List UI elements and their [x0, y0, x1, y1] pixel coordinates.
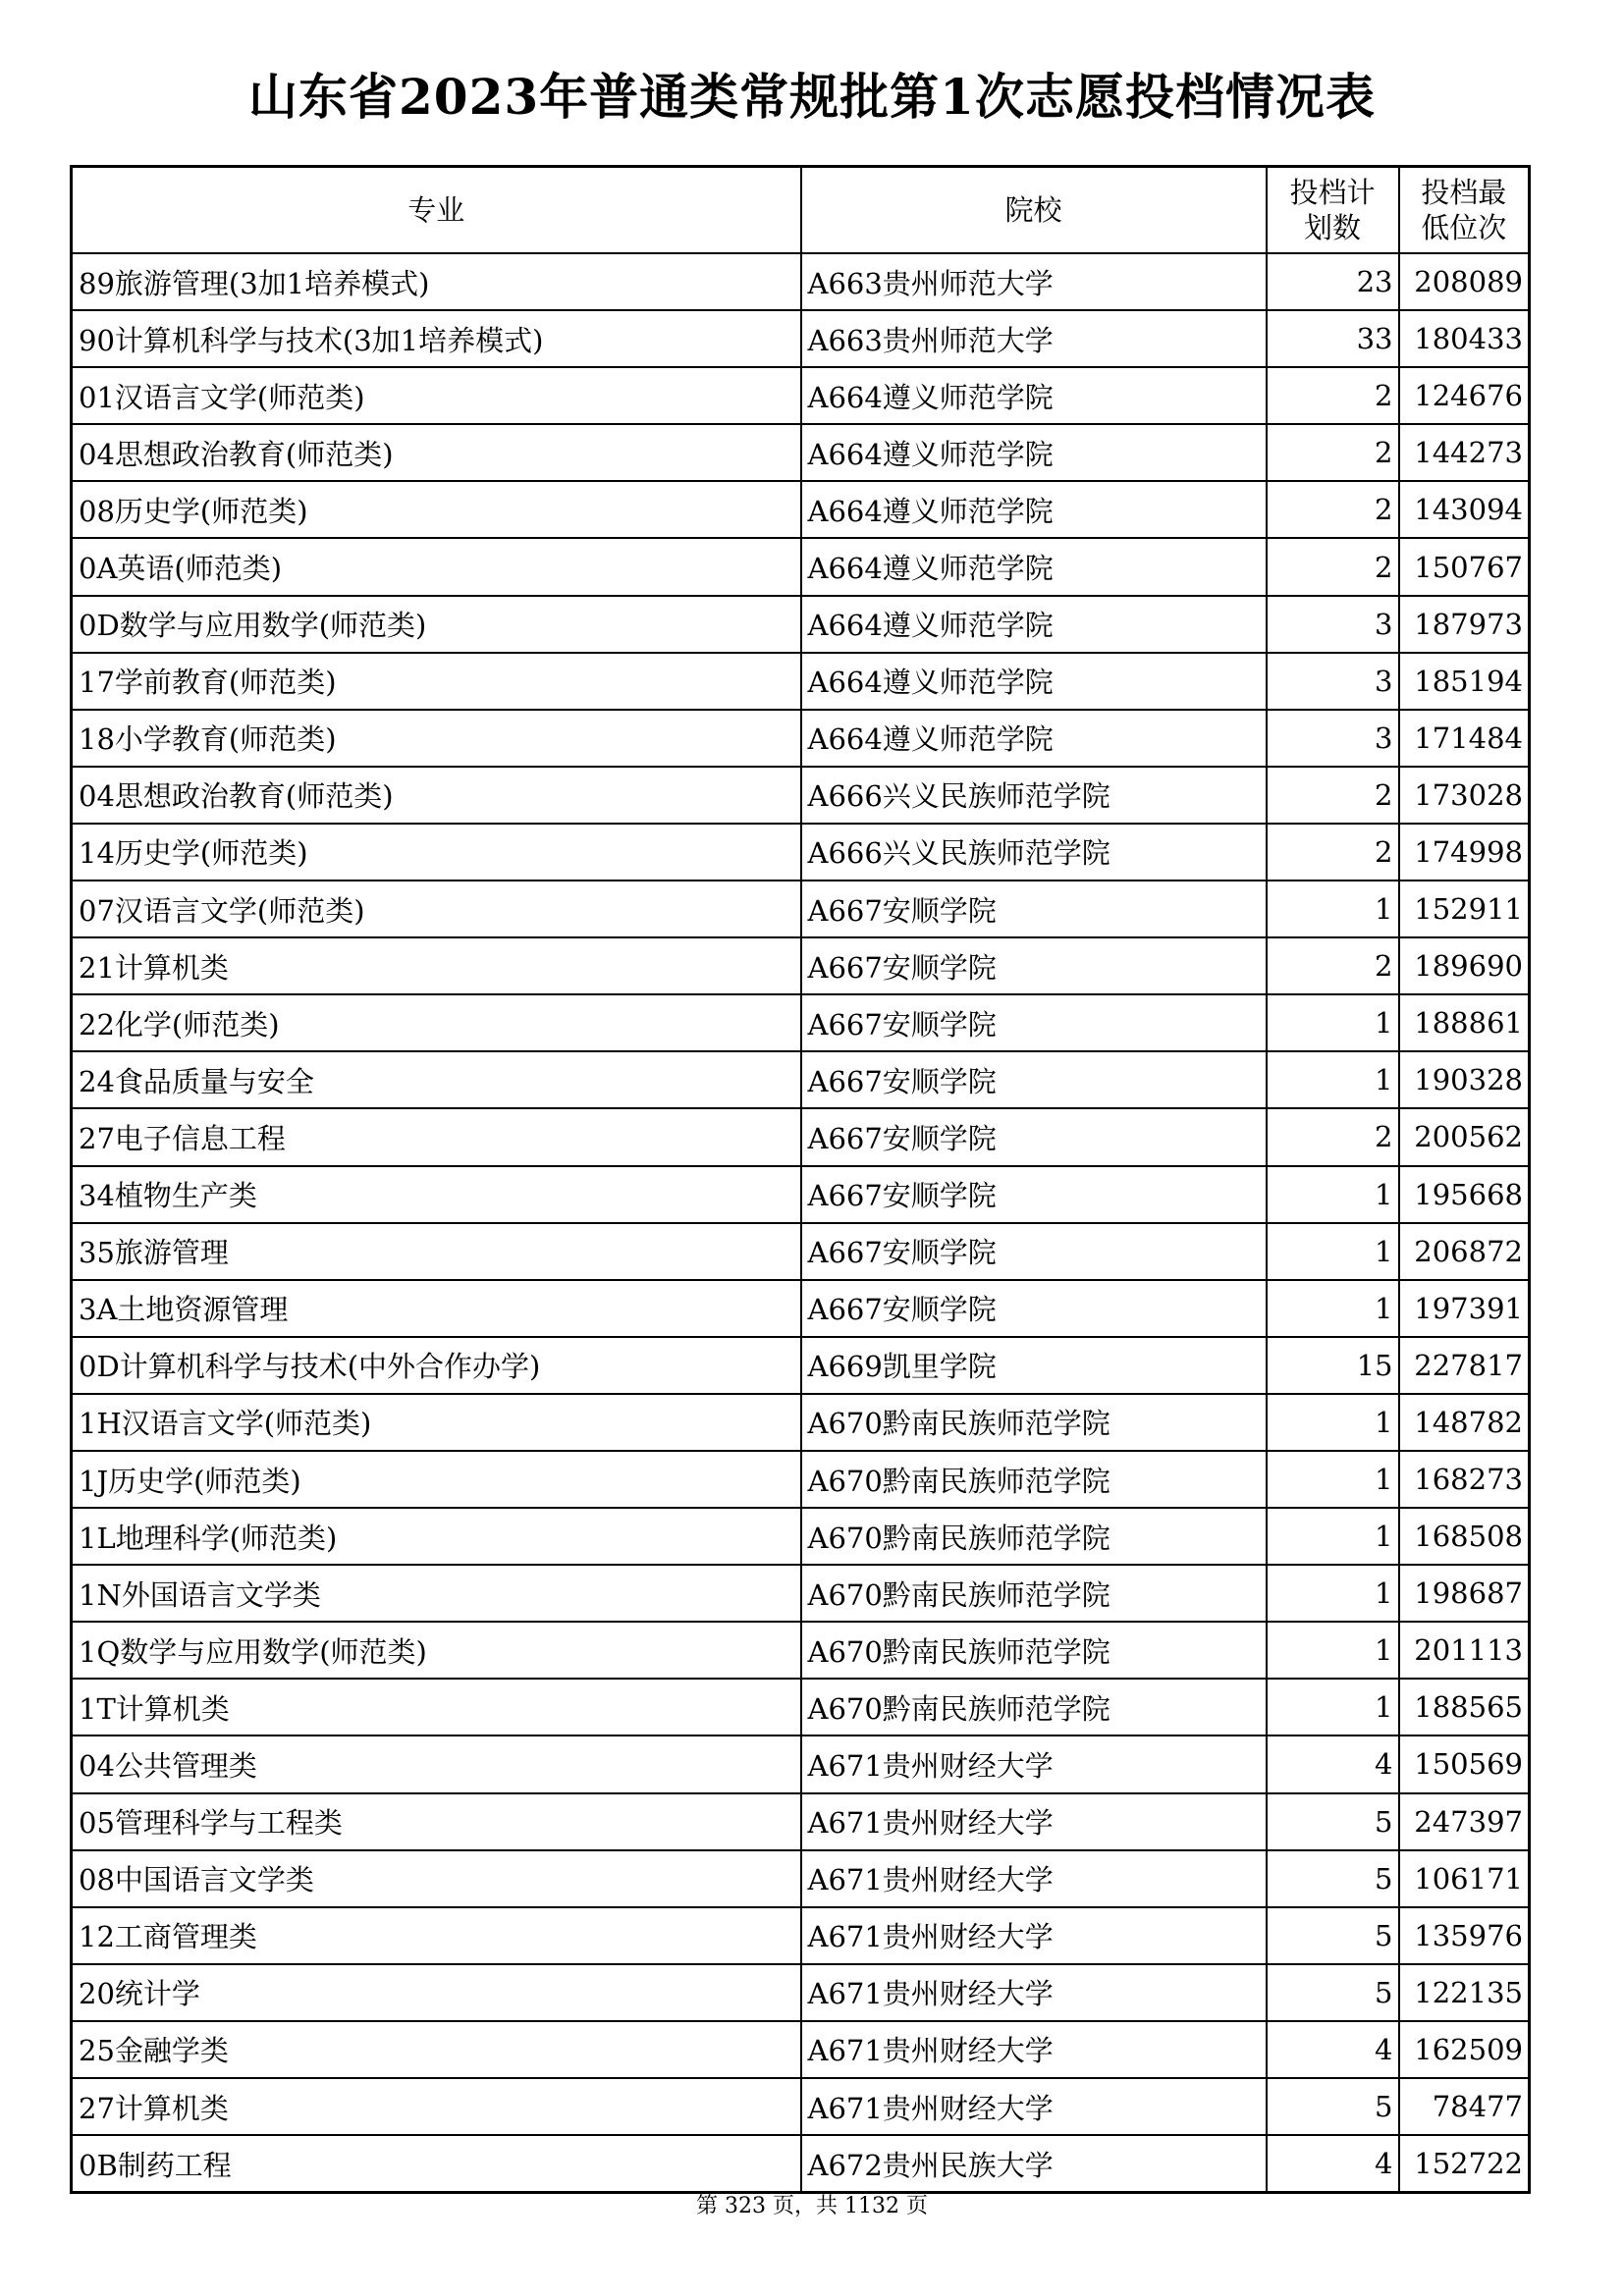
major-cell: 04公共管理类	[72, 1735, 801, 1792]
major-cell: 18小学教育(师范类)	[72, 710, 801, 767]
table-row	[72, 2135, 1530, 2193]
min-rank-cell: 152722	[1399, 2135, 1530, 2193]
min-rank-cell: 173028	[1399, 767, 1530, 824]
admission-table	[70, 165, 1531, 2194]
plan-count-cell: 4	[1267, 2135, 1399, 2193]
plan-count-cell: 15	[1267, 1337, 1399, 1394]
school-cell: A667安顺学院	[801, 881, 1267, 937]
school-cell: A664遵义师范学院	[801, 710, 1267, 767]
major-cell: 0D计算机科学与技术(中外合作办学)	[72, 1337, 801, 1394]
school-cell: A671贵州财经大学	[801, 2078, 1267, 2135]
plan-count-cell: 3	[1267, 710, 1399, 767]
min-rank-cell: 150767	[1399, 538, 1530, 595]
major-cell: 25金融学类	[72, 2021, 801, 2078]
school-cell: A664遵义师范学院	[801, 596, 1267, 653]
plan-count-cell: 23	[1267, 253, 1399, 310]
major-cell: 04思想政治教育(师范类)	[72, 767, 801, 824]
major-cell: 08中国语言文学类	[72, 1850, 801, 1907]
table-row	[72, 253, 1530, 310]
major-cell: 0A英语(师范类)	[72, 538, 801, 595]
school-cell: A664遵义师范学院	[801, 481, 1267, 538]
school-cell: A670黔南民族师范学院	[801, 1565, 1267, 1622]
plan-count-cell: 2	[1267, 767, 1399, 824]
school-cell: A667安顺学院	[801, 1223, 1267, 1280]
plan-count-cell: 1	[1267, 994, 1399, 1051]
min-rank-cell: 197391	[1399, 1280, 1530, 1337]
table-row	[72, 1166, 1530, 1223]
page-title: 山东省2023年普通类常规批第1次志愿投档情况表	[248, 68, 1376, 126]
plan-count-cell: 5	[1267, 1907, 1399, 1964]
header-min-rank: 投档最 低位次	[1399, 167, 1530, 254]
min-rank-cell: 188861	[1399, 994, 1530, 1051]
major-cell: 07汉语言文学(师范类)	[72, 881, 801, 937]
plan-count-cell: 1	[1267, 1508, 1399, 1565]
min-rank-cell: 78477	[1399, 2078, 1530, 2135]
plan-count-cell: 2	[1267, 824, 1399, 881]
school-cell: A664遵义师范学院	[801, 653, 1267, 710]
min-rank-cell: 190328	[1399, 1051, 1530, 1108]
table-row	[72, 937, 1530, 994]
table-row	[72, 881, 1530, 937]
plan-count-cell: 1	[1267, 1280, 1399, 1337]
major-cell: 21计算机类	[72, 937, 801, 994]
school-cell: A670黔南民族师范学院	[801, 1508, 1267, 1565]
school-cell: A671贵州财经大学	[801, 1735, 1267, 1792]
plan-count-cell: 3	[1267, 596, 1399, 653]
min-rank-cell: 162509	[1399, 2021, 1530, 2078]
min-rank-cell: 206872	[1399, 1223, 1530, 1280]
major-cell: 1L地理科学(师范类)	[72, 1508, 801, 1565]
table-row	[72, 481, 1530, 538]
min-rank-cell: 122135	[1399, 1964, 1530, 2021]
major-cell: 3A土地资源管理	[72, 1280, 801, 1337]
table-row	[72, 1565, 1530, 1622]
school-cell: A671贵州财经大学	[801, 1907, 1267, 1964]
table-row	[72, 596, 1530, 653]
plan-count-cell: 2	[1267, 1108, 1399, 1165]
min-rank-cell: 201113	[1399, 1622, 1530, 1679]
table-row	[72, 1793, 1530, 1850]
table-row	[72, 824, 1530, 881]
major-cell: 1T计算机类	[72, 1679, 801, 1735]
min-rank-cell: 247397	[1399, 1793, 1530, 1850]
table-row	[72, 1622, 1530, 1679]
table-row	[72, 1051, 1530, 1108]
major-cell: 0D数学与应用数学(师范类)	[72, 596, 801, 653]
major-cell: 14历史学(师范类)	[72, 824, 801, 881]
table-header-row	[72, 167, 1530, 254]
school-cell: A664遵义师范学院	[801, 538, 1267, 595]
plan-count-cell: 5	[1267, 2078, 1399, 2135]
school-cell: A669凯里学院	[801, 1337, 1267, 1394]
table-row	[72, 1679, 1530, 1735]
school-cell: A671贵州财经大学	[801, 1850, 1267, 1907]
major-cell: 1Q数学与应用数学(师范类)	[72, 1622, 801, 1679]
plan-count-cell: 2	[1267, 937, 1399, 994]
table-row	[72, 653, 1530, 710]
page-footer: 第 323 页，共 1132 页	[696, 2194, 928, 2218]
table-row	[72, 994, 1530, 1051]
plan-count-cell: 2	[1267, 367, 1399, 424]
major-cell: 01汉语言文学(师范类)	[72, 367, 801, 424]
plan-count-cell: 5	[1267, 1850, 1399, 1907]
school-cell: A663贵州师范大学	[801, 310, 1267, 367]
major-cell: 1H汉语言文学(师范类)	[72, 1394, 801, 1451]
school-cell: A670黔南民族师范学院	[801, 1679, 1267, 1735]
table-row	[72, 1108, 1530, 1165]
min-rank-cell: 198687	[1399, 1565, 1530, 1622]
table-row	[72, 310, 1530, 367]
min-rank-cell: 174998	[1399, 824, 1530, 881]
school-cell: A671贵州财经大学	[801, 2021, 1267, 2078]
min-rank-cell: 200562	[1399, 1108, 1530, 1165]
table-row	[72, 710, 1530, 767]
school-cell: A667安顺学院	[801, 937, 1267, 994]
table-row	[72, 1394, 1530, 1451]
table-row	[72, 1337, 1530, 1394]
table-row	[72, 1907, 1530, 1964]
table-row	[72, 538, 1530, 595]
plan-count-cell: 5	[1267, 1793, 1399, 1850]
min-rank-cell: 195668	[1399, 1166, 1530, 1223]
major-cell: 17学前教育(师范类)	[72, 653, 801, 710]
table-row	[72, 367, 1530, 424]
major-cell: 90计算机科学与技术(3加1培养模式)	[72, 310, 801, 367]
min-rank-cell: 150569	[1399, 1735, 1530, 1792]
school-cell: A666兴义民族师范学院	[801, 767, 1267, 824]
min-rank-cell: 143094	[1399, 481, 1530, 538]
plan-count-cell: 1	[1267, 1166, 1399, 1223]
school-cell: A670黔南民族师范学院	[801, 1622, 1267, 1679]
min-rank-cell: 171484	[1399, 710, 1530, 767]
school-cell: A667安顺学院	[801, 994, 1267, 1051]
table-row	[72, 1451, 1530, 1508]
plan-count-cell: 1	[1267, 1451, 1399, 1508]
plan-count-cell: 5	[1267, 1964, 1399, 2021]
major-cell: 35旅游管理	[72, 1223, 801, 1280]
plan-count-cell: 2	[1267, 424, 1399, 481]
min-rank-cell: 135976	[1399, 1907, 1530, 1964]
table-row	[72, 767, 1530, 824]
school-cell: A671贵州财经大学	[801, 1964, 1267, 2021]
min-rank-cell: 106171	[1399, 1850, 1530, 1907]
school-cell: A672贵州民族大学	[801, 2135, 1267, 2193]
header-major: 专业	[72, 167, 801, 254]
table-row	[72, 424, 1530, 481]
major-cell: 04思想政治教育(师范类)	[72, 424, 801, 481]
school-cell: A666兴义民族师范学院	[801, 824, 1267, 881]
min-rank-cell: 168273	[1399, 1451, 1530, 1508]
min-rank-cell: 168508	[1399, 1508, 1530, 1565]
school-cell: A664遵义师范学院	[801, 424, 1267, 481]
plan-count-cell: 4	[1267, 1735, 1399, 1792]
plan-count-cell: 2	[1267, 538, 1399, 595]
plan-count-cell: 3	[1267, 653, 1399, 710]
min-rank-cell: 189690	[1399, 937, 1530, 994]
min-rank-cell: 187973	[1399, 596, 1530, 653]
major-cell: 1N外国语言文学类	[72, 1565, 801, 1622]
min-rank-cell: 227817	[1399, 1337, 1530, 1394]
major-cell: 89旅游管理(3加1培养模式)	[72, 253, 801, 310]
major-cell: 05管理科学与工程类	[72, 1793, 801, 1850]
table-body	[72, 253, 1530, 2193]
school-cell: A663贵州师范大学	[801, 253, 1267, 310]
plan-count-cell: 33	[1267, 310, 1399, 367]
header-school: 院校	[801, 167, 1267, 254]
school-cell: A667安顺学院	[801, 1166, 1267, 1223]
major-cell: 24食品质量与安全	[72, 1051, 801, 1108]
table-row	[72, 1280, 1530, 1337]
plan-count-cell: 4	[1267, 2021, 1399, 2078]
min-rank-cell: 180433	[1399, 310, 1530, 367]
min-rank-cell: 144273	[1399, 424, 1530, 481]
plan-count-cell: 2	[1267, 481, 1399, 538]
major-cell: 27计算机类	[72, 2078, 801, 2135]
plan-count-cell: 1	[1267, 1679, 1399, 1735]
school-cell: A670黔南民族师范学院	[801, 1451, 1267, 1508]
table-row	[72, 2078, 1530, 2135]
table-row	[72, 1508, 1530, 1565]
major-cell: 20统计学	[72, 1964, 801, 2021]
school-cell: A671贵州财经大学	[801, 1793, 1267, 1850]
plan-count-cell: 1	[1267, 1565, 1399, 1622]
table-row	[72, 1964, 1530, 2021]
table-row	[72, 1735, 1530, 1792]
school-cell: A664遵义师范学院	[801, 367, 1267, 424]
table-row	[72, 1223, 1530, 1280]
school-cell: A667安顺学院	[801, 1280, 1267, 1337]
plan-count-cell: 1	[1267, 1622, 1399, 1679]
min-rank-cell: 148782	[1399, 1394, 1530, 1451]
major-cell: 34植物生产类	[72, 1166, 801, 1223]
min-rank-cell: 124676	[1399, 367, 1530, 424]
plan-count-cell: 1	[1267, 881, 1399, 937]
min-rank-cell: 188565	[1399, 1679, 1530, 1735]
major-cell: 27电子信息工程	[72, 1108, 801, 1165]
min-rank-cell: 208089	[1399, 253, 1530, 310]
table-row	[72, 2021, 1530, 2078]
min-rank-cell: 152911	[1399, 881, 1530, 937]
plan-count-cell: 1	[1267, 1051, 1399, 1108]
school-cell: A667安顺学院	[801, 1051, 1267, 1108]
major-cell: 0B制药工程	[72, 2135, 801, 2193]
plan-count-cell: 1	[1267, 1223, 1399, 1280]
major-cell: 08历史学(师范类)	[72, 481, 801, 538]
school-cell: A667安顺学院	[801, 1108, 1267, 1165]
major-cell: 12工商管理类	[72, 1907, 801, 1964]
plan-count-cell: 1	[1267, 1394, 1399, 1451]
table-row	[72, 1850, 1530, 1907]
major-cell: 22化学(师范类)	[72, 994, 801, 1051]
school-cell: A670黔南民族师范学院	[801, 1394, 1267, 1451]
min-rank-cell: 185194	[1399, 653, 1530, 710]
major-cell: 1J历史学(师范类)	[72, 1451, 801, 1508]
header-plan-count: 投档计 划数	[1267, 167, 1399, 254]
